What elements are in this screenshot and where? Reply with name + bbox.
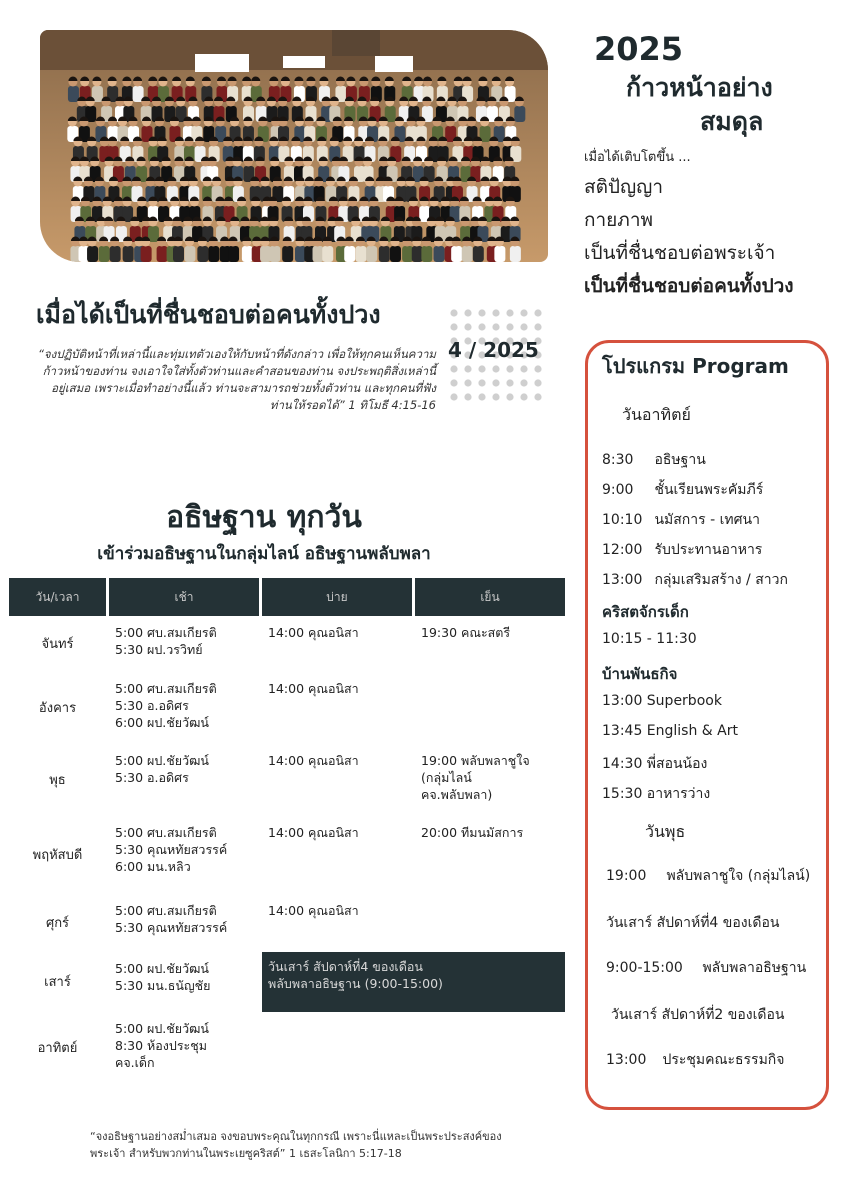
headline: เมื่อได้เป็นที่ชื่นชอบต่อคนทั้งปวง <box>36 300 381 329</box>
day-cell: พฤหัสบดี <box>32 847 83 863</box>
program-item-time: 13:00 <box>602 572 643 588</box>
growth-item: เป็นที่ชื่นชอบต่อพระเจ้า <box>584 242 776 264</box>
decor-dot <box>506 323 513 330</box>
program-item-time: 19:00 <box>606 868 647 884</box>
day-cell: ศุกร์ <box>45 915 70 931</box>
mission-item: 13:00 Superbook <box>602 693 722 709</box>
decor-dot <box>520 365 527 372</box>
program-sunday-heading: วันอาทิตย์ <box>622 405 691 424</box>
program-item-label: นมัสการ - เทศนา <box>654 512 760 528</box>
day-cell: อังคาร <box>38 700 77 716</box>
decor-dot <box>492 323 499 330</box>
mission-item: 13:45 English & Art <box>602 723 738 739</box>
decor-dot <box>492 379 499 386</box>
program-item <box>602 569 788 591</box>
afternoon-cell: 14:00 คุณอนิสา <box>268 825 359 840</box>
table-row <box>9 952 565 1012</box>
theme-title-line1: ก้าวหน้าอย่าง <box>626 73 773 102</box>
decor-dot <box>464 323 471 330</box>
program-item-time: 9:00 <box>602 482 634 498</box>
table-header-row <box>9 578 565 616</box>
morning-cell: 5:00 ศบ.สมเกียรติ 5:30 ผป.วรวิทย์ <box>115 625 217 657</box>
evening-cell: 19:00 พลับพลาชูใจ (กลุ่มไลน์ คจ.พลับพลา) <box>421 753 530 802</box>
decor-dot <box>464 379 471 386</box>
evening-cell: 20:00 ทีมนมัสการ <box>421 825 524 840</box>
decor-dot <box>492 365 499 372</box>
mission-item: 15:30 อาหารว่าง <box>602 786 711 802</box>
program-item-label: ชั้นเรียนพระคัมภีร์ <box>654 482 764 498</box>
decor-dot <box>464 393 471 400</box>
program-item-time: 9:00-15:00 <box>606 960 683 976</box>
decor-dot <box>534 309 541 316</box>
decor-dot <box>478 379 485 386</box>
program-item-time: 13:00 <box>606 1052 647 1068</box>
program-item-time: 8:30 <box>602 452 634 468</box>
prayer-schedule-table <box>6 578 568 1084</box>
morning-cell: 5:00 ศบ.สมเกียรติ 5:30 คุณหทัยสวรรค์ <box>115 903 228 935</box>
mission-house-heading: บ้านพันธกิจ <box>602 665 678 683</box>
program-sat2-heading: วันเสาร์ สัปดาห์ที่2 ของเดือน <box>611 1007 785 1023</box>
afternoon-cell: 14:00 คุณอนิสา <box>268 903 359 918</box>
day-cell: จันทร์ <box>41 636 74 652</box>
morning-cell: 5:00 ผป.ชัยวัฒน์ 5:30 อ.อดิศร <box>115 753 209 785</box>
decor-dot <box>534 379 541 386</box>
header-evening: เย็น <box>415 578 565 616</box>
program-item <box>602 539 762 561</box>
table-row <box>9 744 565 816</box>
program-item-time: 10:10 <box>602 512 643 528</box>
decor-dot <box>450 323 457 330</box>
header-day-time: วัน/เวลา <box>9 578 106 616</box>
decor-dot <box>450 365 457 372</box>
kids-church-time: 10:15 - 11:30 <box>602 631 697 647</box>
evening-cell: 19:30 คณะสตรี <box>421 625 511 640</box>
kids-church-heading: คริสตจักรเด็ก <box>602 603 689 621</box>
decor-dot <box>520 323 527 330</box>
morning-cell: 5:00 ศบ.สมเกียรติ 5:30 อ.อดิศร 6:00 ผป.ชัยวัฒน์ <box>115 681 217 730</box>
program-item <box>602 449 706 471</box>
decor-dot <box>520 393 527 400</box>
verse-quote: “จงปฏิบัติหน้าที่เหล่านี้และทุ่มเทตัวเองให้กับหน้าที่ดังกล่าว เพื่อให้ทุกคนเห็นความก้าวหน้าของท่าน จงเอาใจใส่ทั้งตัวท่านและคำสอนของท่าน จงประพฤติสิ่งเหล่านี้อยู่เสมอ เพราะเมื่อทำอย่างนี้แล้ว ท่านจะสามารถช่วยทั้งตัวท่าน และทุกคนที่ฟังท่านให้รอดได้” 1 ทิโมธี 4:15-16 <box>37 347 436 412</box>
prayer-title: อธิษฐาน ทุกวัน <box>166 500 362 535</box>
program-item-label: กลุ่มเสริมสร้าง / สาวก <box>654 572 788 588</box>
header-afternoon: บ่าย <box>262 578 412 616</box>
morning-cell: 5:00 ศบ.สมเกียรติ 5:30 คุณหทัยสวรรค์ 6:00 มน.หลิว <box>115 825 228 874</box>
afternoon-cell: 14:00 คุณอนิสา <box>268 681 359 696</box>
header-morning: เช้า <box>109 578 259 616</box>
note-cell: วันเสาร์ สัปดาห์ที่4 ของเดือน พลับพลาอธิษฐาน (9:00-15:00) <box>262 952 565 1012</box>
table-row <box>9 894 565 952</box>
decor-dot <box>478 323 485 330</box>
decor-dot <box>520 309 527 316</box>
morning-cell: 5:00 ผป.ชัยวัฒน์ 5:30 มน.ธนัญชัย <box>115 961 211 993</box>
decor-dot <box>450 309 457 316</box>
day-cell: อาทิตย์ <box>37 1040 78 1056</box>
day-cell: พุธ <box>49 772 66 788</box>
prayer-subtitle: เข้าร่วมอธิษฐานในกลุ่มไลน์ อธิษฐานพลับพลา <box>97 544 431 564</box>
program-item-label: พลับพลาอธิษฐาน <box>702 960 807 976</box>
decor-dot <box>506 309 513 316</box>
closing-verse: “จงอธิษฐานอย่างสม่ำเสมอ จงขอบพระคุณในทุกกรณี เพราะนี่แหละเป็นพระประสงค์ของพระเจ้า สำหรับพวกท่านในพระเยซูคริสต์” 1 เธสะโลนิกา 5:17-18 <box>90 1130 502 1160</box>
afternoon-cell: 14:00 คุณอนิสา <box>268 625 359 640</box>
evening-cell <box>415 1012 565 1084</box>
program-item-label: รับประทานอาหาร <box>654 542 763 558</box>
program-title: โปรแกรม Program <box>602 354 789 378</box>
program-item <box>606 1049 784 1071</box>
decor-dot <box>450 393 457 400</box>
decor-dot <box>520 379 527 386</box>
morning-cell: 5:00 ผป.ชัยวัฒน์ 8:30 ห้องประชุม คจ.เด็ก <box>115 1021 209 1070</box>
table-row <box>9 816 565 894</box>
program-item-label: อธิษฐาน <box>654 452 706 468</box>
decor-dot <box>464 365 471 372</box>
afternoon-cell: 14:00 คุณอนิสา <box>268 753 359 768</box>
growth-item-highlight: เป็นที่ชื่นชอบต่อคนทั้งปวง <box>584 275 794 297</box>
decor-dot <box>492 309 499 316</box>
decor-dot <box>450 379 457 386</box>
table-row <box>9 616 565 672</box>
decor-dot <box>478 365 485 372</box>
decor-dot <box>478 393 485 400</box>
growth-intro: เมื่อได้เติบโตขึ้น ... <box>584 150 691 165</box>
decor-dot <box>506 393 513 400</box>
evening-cell <box>415 894 565 952</box>
growth-item: สติปัญญา <box>584 176 664 198</box>
decor-dot <box>464 309 471 316</box>
program-item-label: พลับพลาชูใจ (กลุ่มไลน์) <box>666 868 811 884</box>
table-row <box>9 672 565 744</box>
program-item-time: 12:00 <box>602 542 643 558</box>
program-item <box>606 865 810 887</box>
program-item-label: ประชุมคณะธรรมกิจ <box>662 1052 785 1068</box>
decor-dot <box>506 365 513 372</box>
evening-cell <box>415 672 565 744</box>
day-cell: เสาร์ <box>44 974 71 990</box>
decor-dot <box>534 323 541 330</box>
program-sat4-heading: วันเสาร์ สัปดาห์ที่4 ของเดือน <box>606 915 780 931</box>
growth-item: กายภาพ <box>584 209 654 231</box>
theme-year: 2025 <box>594 30 684 68</box>
program-item <box>606 957 806 979</box>
program-wednesday-heading: วันพุธ <box>645 822 686 841</box>
table-row <box>9 1012 565 1084</box>
program-item <box>602 509 760 531</box>
theme-title-line2: สมดุล <box>700 107 764 136</box>
decor-dot <box>492 393 499 400</box>
program-item <box>602 479 763 501</box>
decor-dot <box>478 309 485 316</box>
decor-dot <box>534 393 541 400</box>
group-photo <box>40 30 548 262</box>
mission-item: 14:30 พี่สอนน้อง <box>602 756 708 772</box>
decor-dot <box>534 365 541 372</box>
issue-number: 4 / 2025 <box>448 338 539 362</box>
afternoon-cell <box>262 1012 412 1084</box>
decor-dot <box>506 379 513 386</box>
